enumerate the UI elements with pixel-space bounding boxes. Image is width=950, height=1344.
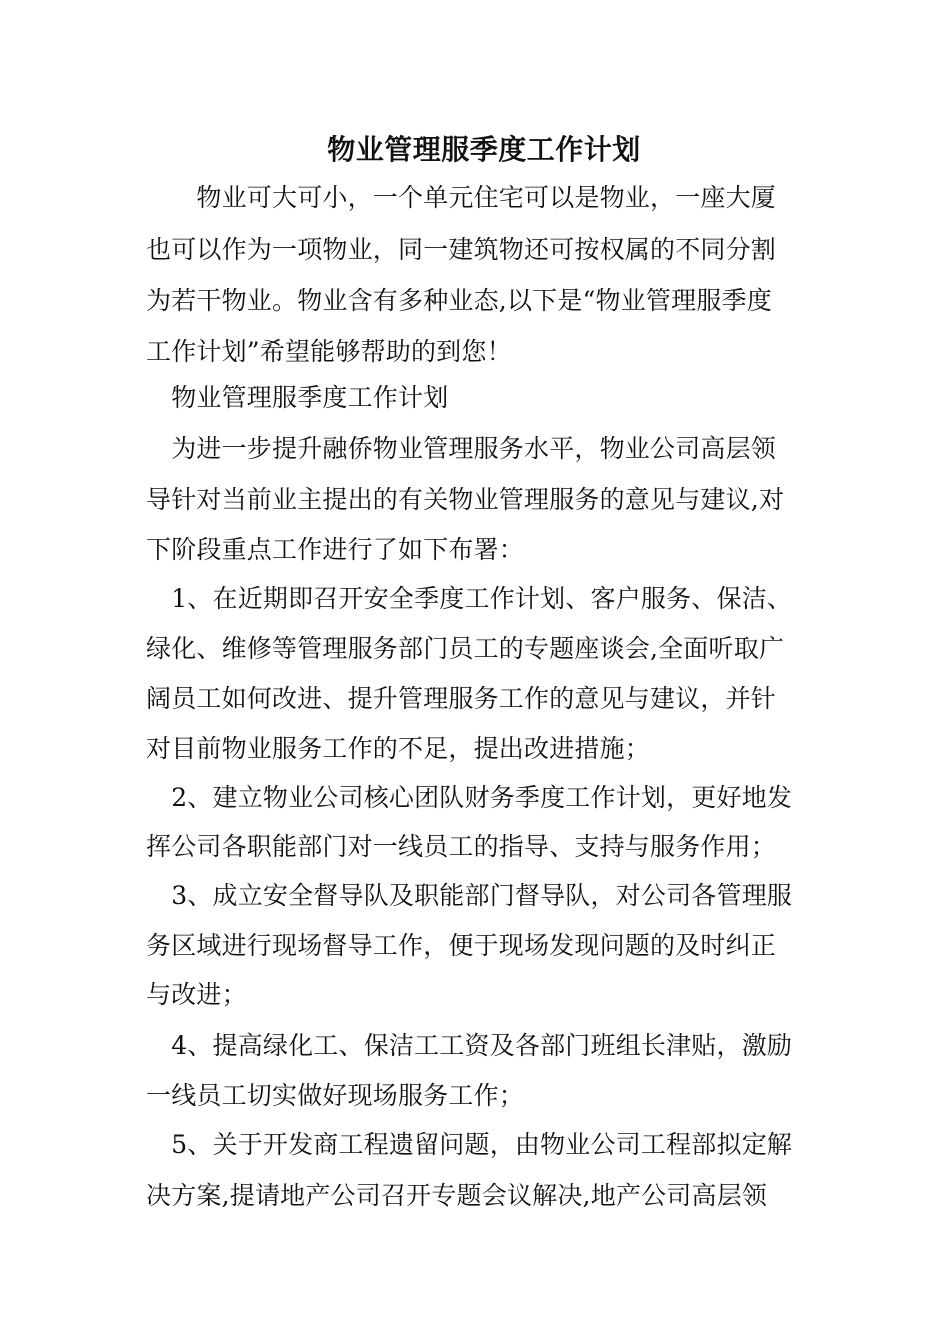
list-item-line: 绿化、维修等管理服务部门员工的专题座谈会,全面听取广: [146, 634, 785, 663]
paragraph-line: 为进一步提升融侨物业管理服务水平，物业公司高层领: [146, 434, 777, 463]
list-item-line: 阔员工如何改进、提升管理服务工作的意见与建议，并针: [146, 684, 777, 713]
document-title: 物业管理服季度工作计划: [327, 133, 641, 166]
list-item-line: 3、成立安全督导队及职能部门督导队，对公司各管理服: [146, 881, 793, 910]
list-item-line: 一线员工切实做好现场服务工作；: [146, 1081, 525, 1110]
list-item-line: 1、在近期即召开安全季度工作计划、客户服务、保洁、: [146, 584, 793, 613]
list-item-line: 对目前物业服务工作的不足，提出改进措施；: [146, 734, 651, 763]
list-item-line: 务区域进行现场督导工作，便于现场发现问题的及时纠正: [146, 931, 777, 960]
paragraph-line: 导针对当前业主提出的有关物业管理服务的意见与建议,对: [146, 485, 785, 514]
list-item-line: 与改进；: [146, 980, 247, 1009]
paragraph-line: 下阶段重点工作进行了如下布署：: [146, 535, 525, 564]
paragraph-line: 工作计划”希望能够帮助的到您！: [146, 337, 512, 366]
paragraph-line: 也可以作为一项物业，同一建筑物还可按权属的不同分割: [146, 235, 777, 264]
paragraph-line: 物业可大可小，一个单元住宅可以是物业，一座大厦: [146, 183, 777, 212]
section-heading: 物业管理服季度工作计划: [146, 383, 449, 412]
paragraph-line: 为若干物业。物业含有多种业态,以下是“物业管理服季度: [146, 286, 772, 315]
list-item-line: 挥公司各职能部门对一线员工的指导、支持与服务作用；: [146, 832, 777, 861]
list-item-line: 4、提高绿化工、保洁工工资及各部门班组长津贴，激励: [146, 1031, 793, 1060]
list-item-line: 5、关于开发商工程遗留问题，由物业公司工程部拟定解: [146, 1130, 793, 1159]
list-item-line: 决方案,提请地产公司召开专题会议解决,地产公司高层领: [146, 1181, 768, 1210]
list-item-line: 2、建立物业公司核心团队财务季度工作计划，更好地发: [146, 783, 793, 812]
